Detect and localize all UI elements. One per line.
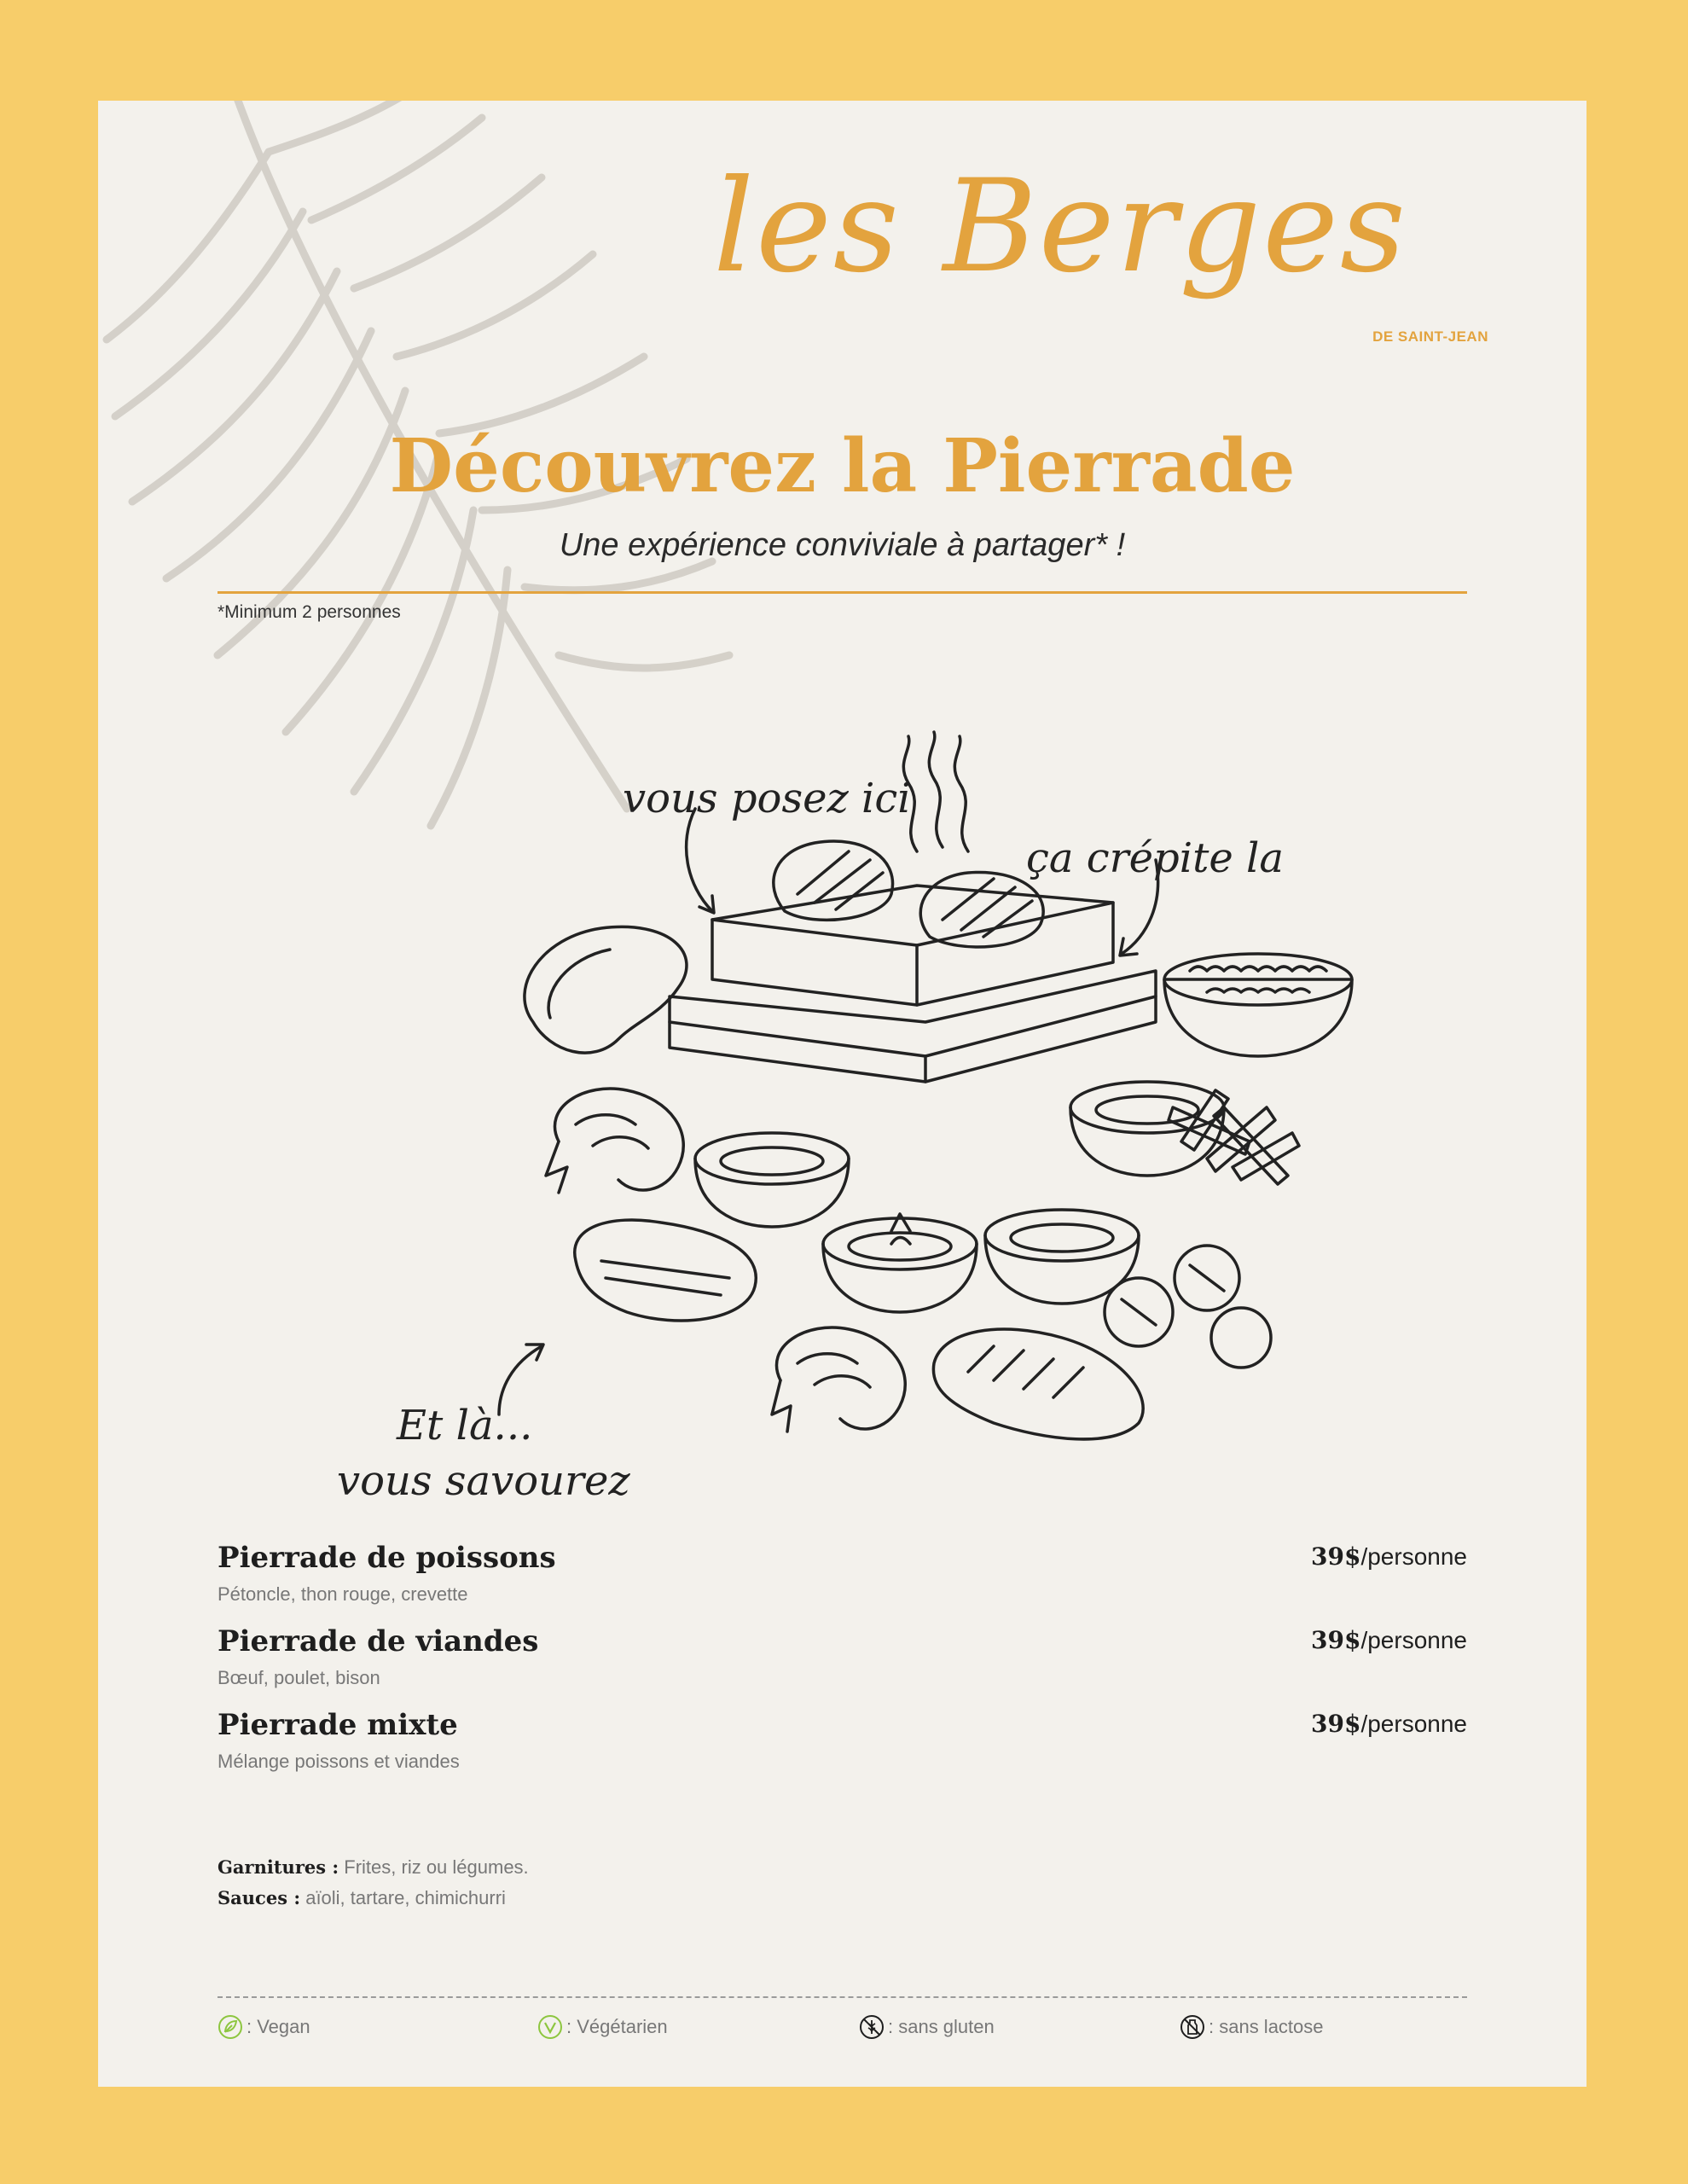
legend-divider (218, 1996, 1467, 1998)
minimum-note: *Minimum 2 personnes (218, 602, 401, 622)
title-divider (218, 591, 1467, 594)
callout-et-la: Et là... (397, 1402, 533, 1449)
price-unit: /personne (1360, 1711, 1467, 1737)
sauces-label: Sauces : (218, 1887, 301, 1908)
lactose-free-icon (1180, 2014, 1205, 2040)
menu-item-viandes (218, 1624, 1467, 1701)
menu-item-mixte (218, 1708, 1467, 1785)
brand-tagline: DE SAINT-JEAN (1372, 328, 1488, 345)
price-unit: /personne (1360, 1627, 1467, 1653)
extras-block (218, 1852, 529, 1914)
vegan-icon (218, 2014, 243, 2040)
legend-vegan-label: : Vegan (247, 2016, 310, 2037)
callout-pose-ici: vous posez ici (623, 775, 911, 822)
item-name: Pierrade de viandes (218, 1624, 539, 1658)
legend-sans-gluten (859, 2014, 995, 2040)
menu-item-poissons (218, 1541, 1467, 1618)
item-name: Pierrade mixte (218, 1708, 458, 1742)
pierrade-illustration (218, 664, 1378, 1551)
legend-vegetarien-label: : Végétarien (566, 2016, 668, 2037)
brand-name: les Berges (713, 153, 1407, 301)
legend-sans-gluten-label: : sans gluten (888, 2016, 995, 2037)
item-price (1311, 1710, 1467, 1738)
legend-vegan (218, 2014, 310, 2040)
page-title: Découvrez la Pierrade (389, 423, 1296, 509)
item-name: Pierrade de poissons (218, 1541, 556, 1575)
price-value: 39$ (1311, 1542, 1361, 1571)
item-description: Mélange poissons et viandes (218, 1751, 460, 1772)
vegetarian-icon (537, 2014, 563, 2040)
gluten-free-icon (859, 2014, 885, 2040)
item-description: Bœuf, poulet, bison (218, 1667, 380, 1688)
item-price (1311, 1626, 1467, 1654)
legend-sans-lactose (1180, 2014, 1324, 2040)
price-value: 39$ (1311, 1626, 1361, 1654)
page-subtitle: Une expérience conviviale à partager* ! (559, 527, 1126, 563)
item-price (1311, 1542, 1467, 1571)
item-description: Pétoncle, thon rouge, crevette (218, 1583, 468, 1605)
price-unit: /personne (1360, 1543, 1467, 1570)
sauces-line (218, 1883, 529, 1914)
callout-savourez: vous savourez (337, 1457, 630, 1505)
legend-sans-lactose-label: : sans lactose (1209, 2016, 1324, 2037)
garnitures-line (218, 1852, 529, 1883)
legend-vegetarien (537, 2014, 668, 2040)
garnitures-label: Garnitures : (218, 1856, 339, 1878)
garnitures-value: Frites, riz ou légumes. (344, 1856, 529, 1878)
sauces-value: aïoli, tartare, chimichurri (305, 1887, 506, 1908)
price-value: 39$ (1311, 1710, 1361, 1738)
brand-logo (713, 148, 1488, 386)
callout-crepite: ça crépite la (1026, 834, 1284, 882)
menu-page (98, 101, 1586, 2087)
